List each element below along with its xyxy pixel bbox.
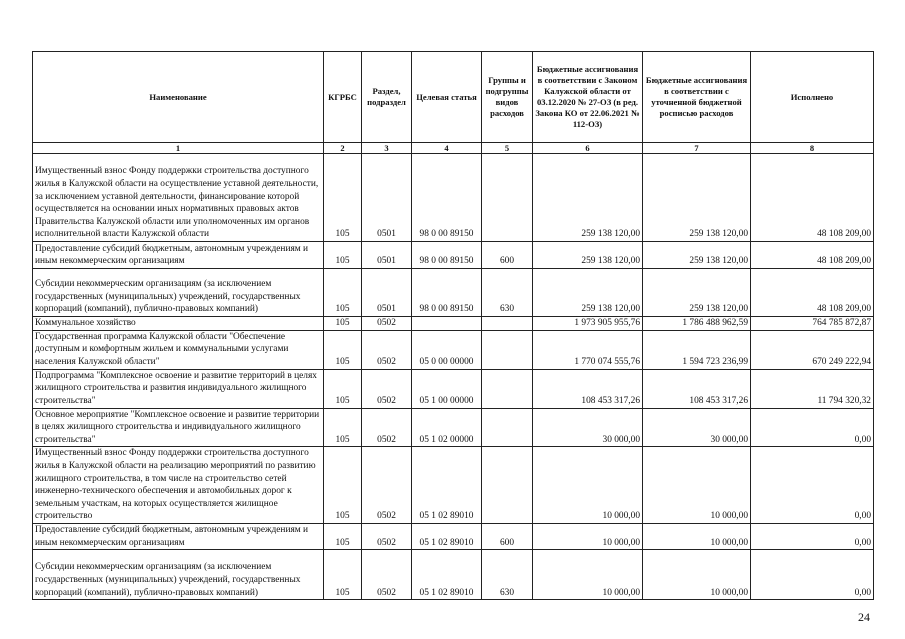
row-law: 10 000,00 — [533, 523, 643, 549]
row-target: 05 1 02 00000 — [412, 408, 482, 447]
budget-table — [32, 51, 874, 600]
row-kgrbs: 105 — [324, 317, 362, 331]
row-refined: 259 138 120,00 — [643, 269, 751, 317]
table-row — [33, 523, 874, 549]
row-executed: 0,00 — [751, 447, 874, 524]
header-executed: Исполнено — [751, 52, 874, 143]
row-group — [482, 447, 533, 524]
row-target: 98 0 00 89150 — [412, 242, 482, 269]
row-refined: 108 453 317,26 — [643, 369, 751, 408]
row-target: 05 1 02 89010 — [412, 447, 482, 524]
row-kgrbs: 105 — [324, 242, 362, 269]
row-refined: 10 000,00 — [643, 523, 751, 549]
row-kgrbs: 105 — [324, 550, 362, 600]
row-executed: 0,00 — [751, 523, 874, 549]
column-number: 5 — [482, 143, 533, 154]
table-row — [33, 242, 874, 269]
row-target — [412, 317, 482, 331]
column-number: 6 — [533, 143, 643, 154]
row-group: 630 — [482, 550, 533, 600]
row-section: 0502 — [362, 447, 412, 524]
row-group: 600 — [482, 242, 533, 269]
row-law: 259 138 120,00 — [533, 242, 643, 269]
row-refined: 10 000,00 — [643, 550, 751, 600]
row-section: 0502 — [362, 523, 412, 549]
table-row — [33, 317, 874, 331]
row-section: 0502 — [362, 369, 412, 408]
row-refined: 10 000,00 — [643, 447, 751, 524]
column-number: 8 — [751, 143, 874, 154]
row-section: 0502 — [362, 408, 412, 447]
row-executed: 11 794 320,32 — [751, 369, 874, 408]
row-group: 630 — [482, 269, 533, 317]
page-number: 24 — [858, 610, 870, 624]
header-group: Группы и подгруппы видов расходов — [482, 52, 533, 143]
row-section: 0502 — [362, 317, 412, 331]
row-name: Имущественный взнос Фонду поддержки строительства доступного жилья в Калужской области на реализацию мероприятий по развитию жилищного строительства, в том числе на строительство сетей инженерно-технического обеспечения и автомобильных дорог к земельным участкам, на которых осуществляется жилищное строительство — [33, 447, 324, 524]
row-target: 05 1 02 89010 — [412, 550, 482, 600]
row-executed: 0,00 — [751, 408, 874, 447]
column-number: 7 — [643, 143, 751, 154]
row-name: Субсидии некоммерческим организациям (за исключением государственных (муниципальных) учреждений, государственных корпораций (компаний), публично-правовых компаний) — [33, 550, 324, 600]
row-kgrbs: 105 — [324, 369, 362, 408]
row-target: 98 0 00 89150 — [412, 154, 482, 242]
row-name: Имущественный взнос Фонду поддержки строительства доступного жилья в Калужской области на осуществление уставной деятельности, за исключением уставной деятельности, финансирование которой осуществляется на основании иных нормативных правовых актов Правительства Калужской области или уполномоченных им органов исполнительной власти Калужской области — [33, 154, 324, 242]
header-name: Наименование — [33, 52, 324, 143]
table-row — [33, 447, 874, 524]
header-section: Раздел, подраздел — [362, 52, 412, 143]
row-group: 600 — [482, 523, 533, 549]
table-row — [33, 550, 874, 600]
row-refined: 1 594 723 236,99 — [643, 330, 751, 369]
row-name: Предоставление субсидий бюджетным, автономным учреждениям и иным некоммерческим организациям — [33, 523, 324, 549]
row-section: 0501 — [362, 269, 412, 317]
column-number-row — [33, 143, 874, 154]
row-kgrbs: 105 — [324, 330, 362, 369]
header-target: Целевая статья — [412, 52, 482, 143]
row-law: 259 138 120,00 — [533, 269, 643, 317]
table-row — [33, 408, 874, 447]
row-group — [482, 154, 533, 242]
row-group — [482, 408, 533, 447]
column-number: 4 — [412, 143, 482, 154]
header-law: Бюджетные ассигнования в соответствии с Законом Калужской области от 03.12.2020 № 27-ОЗ (в ред. Закона КО от 22.06.2021 № 112-ОЗ) — [533, 52, 643, 143]
row-name: Коммунальное хозяйство — [33, 317, 324, 331]
row-group — [482, 369, 533, 408]
row-kgrbs: 105 — [324, 447, 362, 524]
table-row — [33, 330, 874, 369]
row-kgrbs: 105 — [324, 154, 362, 242]
header-refined: Бюджетные ассигнования в соответствии с уточненной бюджетной росписью расходов — [643, 52, 751, 143]
row-law: 10 000,00 — [533, 550, 643, 600]
row-name: Основное мероприятие "Комплексное освоение и развитие территории в целях жилищного строительства и индивидуального жилищного строительства" — [33, 408, 324, 447]
row-law: 10 000,00 — [533, 447, 643, 524]
column-number: 2 — [324, 143, 362, 154]
row-law: 1 770 074 555,76 — [533, 330, 643, 369]
row-refined: 1 786 488 962,59 — [643, 317, 751, 331]
column-number: 1 — [33, 143, 324, 154]
row-kgrbs: 105 — [324, 523, 362, 549]
row-executed: 48 108 209,00 — [751, 269, 874, 317]
row-group — [482, 330, 533, 369]
column-number: 3 — [362, 143, 412, 154]
row-name: Предоставление субсидий бюджетным, автономным учреждениям и иным некоммерческим организациям — [33, 242, 324, 269]
row-refined: 259 138 120,00 — [643, 242, 751, 269]
row-refined: 259 138 120,00 — [643, 154, 751, 242]
row-group — [482, 317, 533, 331]
row-refined: 30 000,00 — [643, 408, 751, 447]
row-section: 0501 — [362, 154, 412, 242]
row-name: Субсидии некоммерческим организациям (за исключением государственных (муниципальных) учреждений, государственных корпораций (компаний), публично-правовых компаний) — [33, 269, 324, 317]
row-section: 0502 — [362, 550, 412, 600]
header-row — [33, 52, 874, 143]
row-executed: 48 108 209,00 — [751, 242, 874, 269]
row-section: 0501 — [362, 242, 412, 269]
row-executed: 48 108 209,00 — [751, 154, 874, 242]
row-executed: 764 785 872,87 — [751, 317, 874, 331]
row-law: 30 000,00 — [533, 408, 643, 447]
row-name: Подпрограмма "Комплексное освоение и развитие территорий в целях жилищного строительства и развития индивидуального жилищного строительства" — [33, 369, 324, 408]
table-row — [33, 369, 874, 408]
row-law: 259 138 120,00 — [533, 154, 643, 242]
row-executed: 0,00 — [751, 550, 874, 600]
table-row — [33, 269, 874, 317]
row-target: 05 1 02 89010 — [412, 523, 482, 549]
row-target: 98 0 00 89150 — [412, 269, 482, 317]
row-executed: 670 249 222,94 — [751, 330, 874, 369]
row-kgrbs: 105 — [324, 408, 362, 447]
row-target: 05 1 00 00000 — [412, 369, 482, 408]
row-section: 0502 — [362, 330, 412, 369]
row-name: Государственная программа Калужской области "Обеспечение доступным и комфортным жильем и коммунальными услугами населения Калужской области" — [33, 330, 324, 369]
row-kgrbs: 105 — [324, 269, 362, 317]
row-law: 108 453 317,26 — [533, 369, 643, 408]
row-law: 1 973 905 955,76 — [533, 317, 643, 331]
table-row — [33, 154, 874, 242]
header-kgrbs: КГРБС — [324, 52, 362, 143]
row-target: 05 0 00 00000 — [412, 330, 482, 369]
